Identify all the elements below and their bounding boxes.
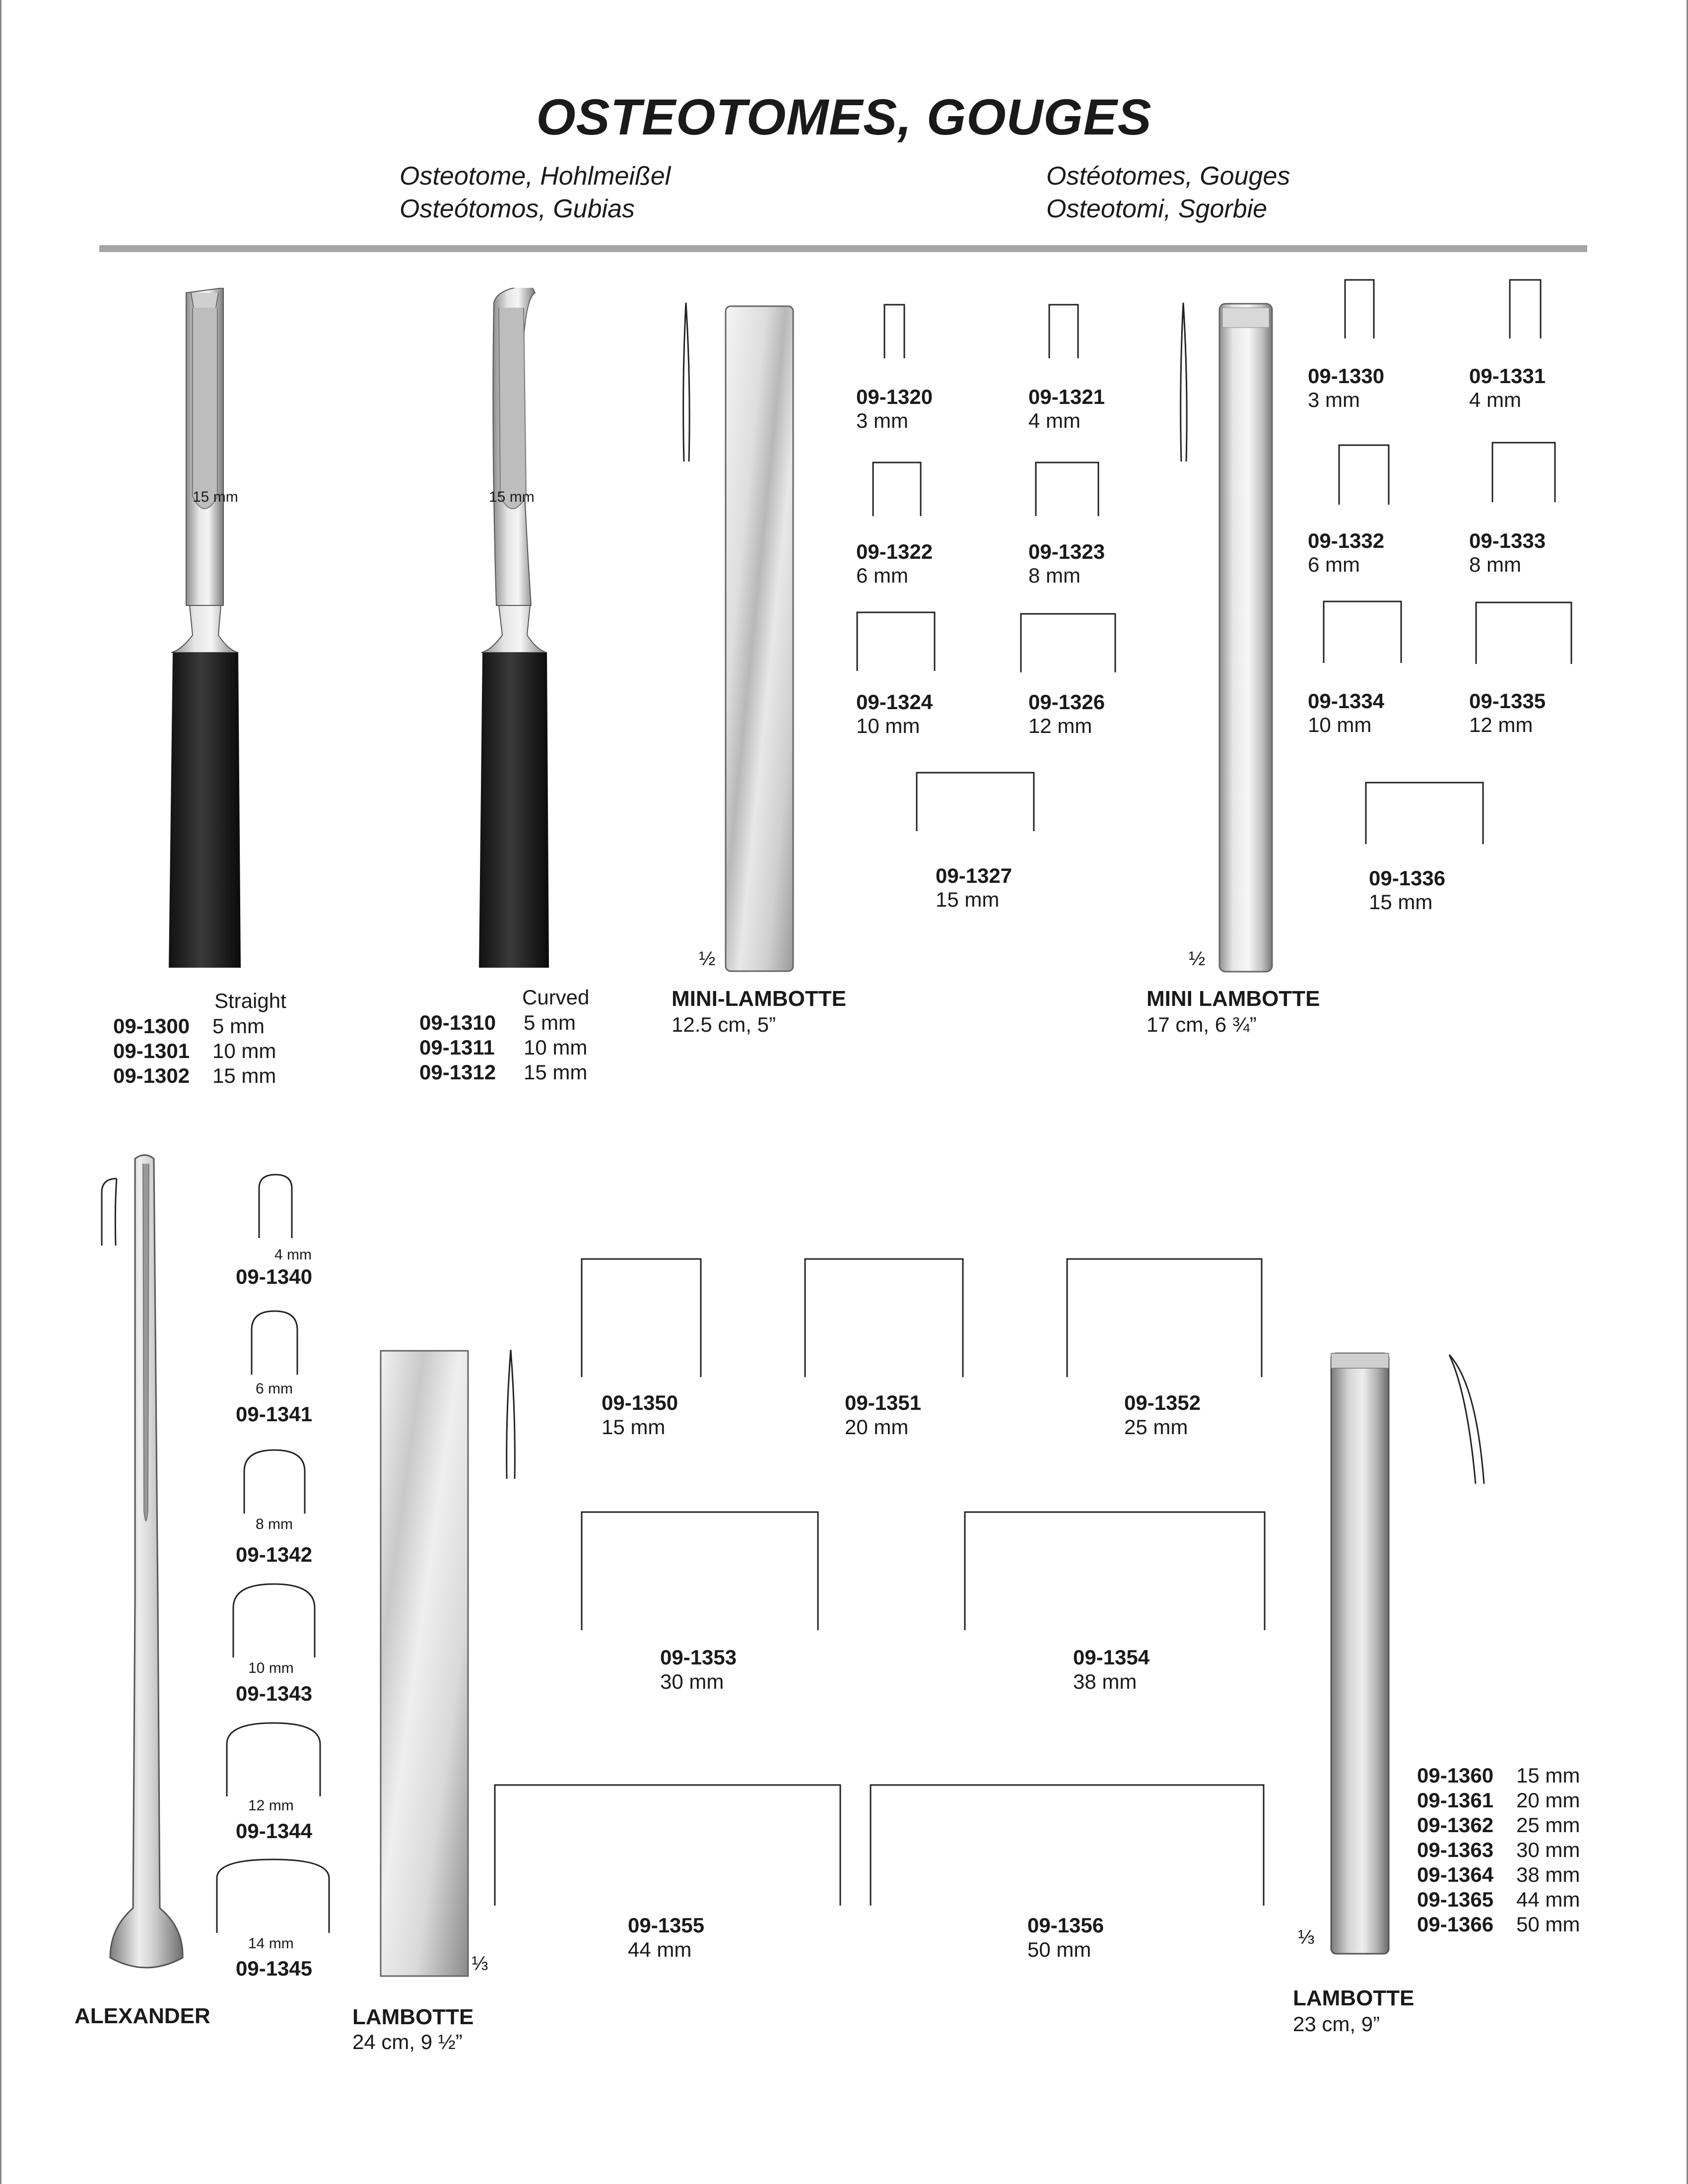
product-code: 09-1331 — [1469, 364, 1546, 388]
product-code: 09-1351 — [845, 1391, 922, 1414]
tip-profile-icon — [883, 304, 905, 358]
product-size: 30 mm — [660, 1670, 724, 1693]
mini-lambotte-name: MINI-LAMBOTTE — [672, 987, 846, 1011]
product-size: 8 mm — [1469, 553, 1521, 576]
product-size: 10 mm — [212, 1039, 276, 1062]
product-size: 3 mm — [856, 409, 908, 432]
product-code: 09-1326 — [1028, 690, 1105, 714]
product-code: 09-1324 — [856, 690, 933, 714]
product-code: 09-1323 — [1028, 540, 1105, 563]
product-size: 5 mm — [524, 1011, 576, 1034]
product-code: 09-1302 — [113, 1064, 190, 1087]
product-code: 09-1362 — [1417, 1813, 1494, 1837]
tip-profile-icon — [1020, 613, 1116, 672]
table-row — [1417, 1788, 1580, 1813]
tip-profile-icon — [1035, 462, 1099, 516]
tip-profile-icon — [216, 1858, 330, 1933]
product-size: 12 mm — [1469, 713, 1533, 736]
tip-size-label: 14 mm — [248, 1935, 294, 1952]
product-code: 09-1336 — [1369, 866, 1446, 890]
tip-profile-icon — [1365, 782, 1484, 844]
straight-osteotome-image — [149, 288, 258, 978]
product-size: 15 mm — [936, 888, 1000, 911]
curved-label: Curved — [522, 986, 590, 1009]
product-code: 09-1353 — [660, 1646, 737, 1669]
tip-profile-icon — [1475, 601, 1572, 664]
product-code: 09-1311 — [419, 1036, 495, 1059]
product-size: 25 mm — [1124, 1415, 1188, 1439]
tip-profile-icon — [226, 1722, 321, 1796]
product-size: 50 mm — [1027, 1938, 1091, 1961]
mini-lambotte-blade-image — [725, 305, 794, 973]
product-size: 44 mm — [628, 1938, 692, 1961]
product-code: 09-1352 — [1124, 1391, 1201, 1414]
header-divider — [99, 245, 1587, 252]
product-code: 09-1366 — [1417, 1913, 1494, 1936]
product-size: 10 mm — [524, 1036, 588, 1059]
product-code: 09-1332 — [1308, 529, 1385, 552]
tip-profile-icon — [494, 1784, 841, 1906]
tip-size-label: 10 mm — [248, 1660, 294, 1676]
scale-label: ½ — [699, 948, 716, 970]
tip-profile-icon — [1048, 304, 1079, 358]
product-size: 6 mm — [1308, 553, 1360, 576]
product-size: 5 mm — [212, 1014, 265, 1038]
product-code: 09-1340 — [236, 1265, 313, 1288]
tip-size-label: 4 mm — [274, 1247, 312, 1263]
product-code: 09-1300 — [113, 1014, 190, 1038]
scale-label: ⅓ — [1298, 1926, 1315, 1948]
product-code: 09-1320 — [856, 385, 933, 408]
mini-lambotte-17-length: 17 cm, 6 ¾” — [1147, 1013, 1257, 1036]
table-row — [113, 1063, 276, 1088]
table-row — [113, 1014, 265, 1039]
table-row — [1417, 1763, 1580, 1788]
tip-profile-icon — [964, 1511, 1266, 1630]
product-code: 09-1354 — [1073, 1646, 1150, 1669]
lambotte-23-length: 23 cm, 9” — [1293, 2012, 1380, 2036]
lambotte-24-blade-image — [380, 1350, 469, 1978]
tip-profile-icon — [870, 1784, 1265, 1906]
blade-side-profile-icon — [1447, 1355, 1486, 1484]
product-code: 09-1361 — [1417, 1788, 1494, 1812]
tip-profile-icon — [243, 1449, 306, 1514]
table-row — [419, 1035, 587, 1060]
product-size: 38 mm — [1073, 1670, 1137, 1693]
page-title: OSTEOTOMES, GOUGES — [536, 89, 1152, 145]
table-row — [1417, 1838, 1580, 1862]
lambotte-24-name: LAMBOTTE — [352, 2005, 474, 2029]
tip-profile-icon — [581, 1511, 819, 1630]
tip-profile-icon — [1509, 279, 1542, 338]
product-size: 38 mm — [1516, 1863, 1580, 1886]
subtitle-de: Osteotome, Hohlmeißel — [400, 162, 671, 191]
blade-side-profile-icon — [1177, 303, 1192, 462]
product-size: 50 mm — [1516, 1913, 1580, 1936]
tip-profile-icon — [581, 1258, 702, 1377]
tip-size-label: 8 mm — [256, 1516, 293, 1532]
product-code: 09-1363 — [1417, 1838, 1494, 1861]
product-code: 09-1360 — [1417, 1764, 1494, 1787]
product-code: 09-1334 — [1308, 689, 1385, 713]
curved-engraving: 15 mm — [489, 489, 535, 505]
product-size: 6 mm — [856, 564, 908, 587]
tip-size-label: 6 mm — [256, 1381, 293, 1397]
mini-lambotte-length: 12.5 cm, 5” — [672, 1013, 776, 1036]
scale-label: ½ — [1189, 948, 1206, 970]
mini-lambotte-17-name: MINI LAMBOTTE — [1147, 987, 1320, 1011]
product-size: 25 mm — [1516, 1813, 1580, 1837]
product-code: 09-1330 — [1308, 364, 1385, 388]
product-size: 4 mm — [1469, 388, 1521, 411]
tip-profile-icon — [251, 1310, 298, 1375]
product-code: 09-1333 — [1469, 529, 1546, 552]
product-size: 30 mm — [1516, 1838, 1580, 1861]
subtitle-it: Osteotomi, Sgorbie — [1046, 195, 1268, 223]
table-row — [1417, 1813, 1580, 1838]
blade-side-profile-icon — [680, 303, 695, 462]
tip-profile-icon — [856, 611, 936, 671]
product-size: 15 mm — [602, 1415, 666, 1439]
product-code: 09-1322 — [856, 540, 933, 563]
table-row — [1417, 1912, 1580, 1937]
product-code: 09-1335 — [1469, 689, 1546, 713]
product-size: 44 mm — [1516, 1888, 1580, 1911]
product-size: 4 mm — [1028, 409, 1080, 432]
product-code: 09-1356 — [1027, 1914, 1104, 1937]
alexander-gouge-image — [104, 1154, 189, 1978]
product-size: 20 mm — [845, 1415, 909, 1439]
straight-label: Straight — [214, 989, 286, 1012]
product-size: 10 mm — [856, 714, 920, 737]
tip-profile-icon — [1066, 1258, 1263, 1377]
tip-profile-icon — [1344, 279, 1375, 338]
product-code: 09-1342 — [236, 1543, 313, 1566]
product-code: 09-1344 — [236, 1819, 313, 1843]
tip-profile-icon — [804, 1258, 964, 1377]
product-size: 3 mm — [1308, 388, 1360, 411]
product-size: 12 mm — [1028, 714, 1092, 737]
product-code: 09-1301 — [113, 1039, 190, 1062]
product-size: 10 mm — [1308, 713, 1372, 736]
product-code: 09-1343 — [236, 1682, 313, 1705]
product-size: 15 mm — [1516, 1764, 1580, 1787]
lambotte-23-name: LAMBOTTE — [1293, 1986, 1415, 2010]
product-code: 09-1364 — [1417, 1863, 1494, 1886]
alexander-name: ALEXANDER — [74, 2004, 210, 2028]
product-size: 20 mm — [1516, 1788, 1580, 1812]
table-row — [1417, 1862, 1580, 1887]
blade-side-profile-icon — [504, 1350, 519, 1479]
product-code: 09-1355 — [628, 1914, 705, 1937]
tip-size-label: 12 mm — [248, 1797, 294, 1814]
subtitle-es: Osteótomos, Gubias — [400, 195, 635, 223]
scale-label: ⅓ — [472, 1953, 488, 1975]
page-border-left — [0, 0, 1, 2184]
tip-profile-icon — [258, 1174, 293, 1238]
table-row — [419, 1060, 587, 1085]
lambotte-24-length: 24 cm, 9 ½” — [352, 2030, 463, 2053]
product-code: 09-1312 — [419, 1060, 496, 1084]
table-row — [113, 1039, 276, 1063]
table-row — [1417, 1887, 1580, 1912]
product-code: 09-1345 — [236, 1957, 313, 1980]
product-size: 15 mm — [212, 1064, 276, 1087]
straight-engraving: 15 mm — [193, 489, 238, 505]
product-size: 15 mm — [524, 1060, 588, 1084]
table-row — [419, 1010, 576, 1035]
curved-osteotome-image — [462, 288, 571, 978]
product-code: 09-1327 — [936, 864, 1013, 887]
tip-profile-icon — [1323, 600, 1402, 663]
tip-profile-icon — [916, 772, 1035, 831]
tip-profile-icon — [232, 1583, 316, 1657]
product-code: 09-1350 — [602, 1391, 678, 1414]
product-size: 15 mm — [1369, 890, 1433, 914]
lambotte-23-blade-image — [1330, 1352, 1390, 1955]
product-size: 8 mm — [1028, 564, 1080, 587]
subtitle-fr: Ostéotomes, Gouges — [1046, 162, 1290, 191]
product-code: 09-1321 — [1028, 385, 1105, 408]
tip-profile-icon — [872, 462, 922, 516]
tip-profile-icon — [1491, 442, 1556, 502]
product-code: 09-1341 — [236, 1402, 313, 1426]
product-code: 09-1310 — [419, 1011, 496, 1034]
mini-lambotte-17-blade-image — [1218, 303, 1273, 973]
tip-profile-icon — [1338, 444, 1390, 505]
product-code: 09-1365 — [1417, 1888, 1494, 1911]
